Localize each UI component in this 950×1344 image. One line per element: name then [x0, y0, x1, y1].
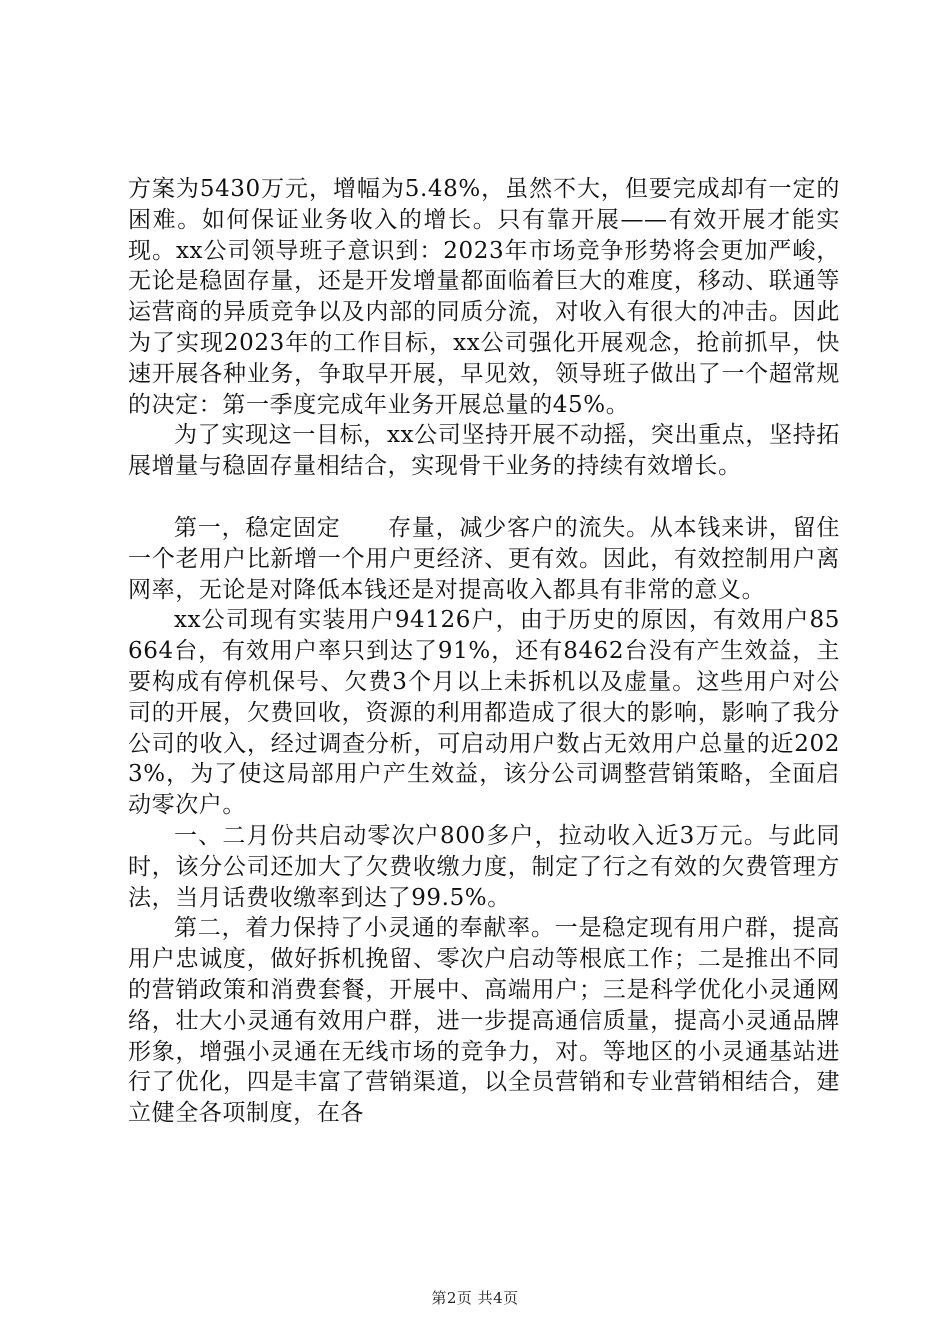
document-body: [128, 174, 840, 1129]
paragraph-3: 第一，稳定固定 存量，减少客户的流失。从本钱来讲，留住一个老用户比新增一个用户更经济、更有效。因此，有效控制用户离网率，无论是对降低本钱还是对提高收入都具有非常的意义。: [128, 514, 840, 603]
paragraph-4: xx公司现有实装用户94126户，由于历史的原因，有效用户85664台，有效用户率只到达了91%，还有8462台没有产生效益，主要构成有停机保号、欠费3个月以上未拆机以及虚量。这些用户对公司的开展，欠费回收，资源的利用都造成了很大的影响，影响了我分公司的收入，经过调查分析，可启动用户数占无效用户总量的近2023%，为了使这局部用户产生效益，该分公司调整营销策略，全面启动零次户。: [128, 607, 840, 819]
paragraph-spacer: [128, 482, 840, 513]
page-number-footer: 第2页 共4页: [431, 1289, 519, 1307]
paragraph-5: 一、二月份共启动零次户800多户，拉动收入近3万元。与此同时，该分公司还加大了欠费收缴力度，制定了行之有效的欠费管理方法，当月话费收缴率到达了99.5%。: [128, 822, 840, 911]
paragraph-1: 方案为5430万元，增幅为5.48%，虽然不大，但要完成却有一定的困难。如何保证业务收入的增长。只有靠开展——有效开展才能实现。xx公司领导班子意识到：2023年市场竞争形势将会更加严峻，无论是稳固存量，还是开发增量都面临着巨大的难度，移动、联通等运营商的异质竞争以及内部的同质分流，对收入有很大的冲击。因此为了实现2023年的工作目标，xx公司强化开展观念，抢前抓早，快速开展各种业务，争取早开展，早见效，领导班子做出了一个超常规的决定：第一季度完成年业务开展总量的45%。: [128, 176, 840, 418]
paragraph-6: 第二，着力保持了小灵通的奉献率。一是稳定现有用户群，提高用户忠诚度，做好拆机挽留、零次户启动等根底工作；二是推出不同的营销政策和消费套餐，开展中、高端用户；三是科学优化小灵通网络，壮大小灵通有效用户群，进一步提高通信质量，提高小灵通品牌形象，增强小灵通在无线市场的竞争力，对。等地区的小灵通基站进行了优化，四是丰富了营销渠道，以全员营销和专业营销相结合，建立健全各项制度，在各: [128, 915, 840, 1127]
paragraph-2: 为了实现这一目标，xx公司坚持开展不动摇，突出重点，坚持拓展增量与稳固存量相结合，实现骨干业务的持续有效增长。: [128, 422, 840, 480]
